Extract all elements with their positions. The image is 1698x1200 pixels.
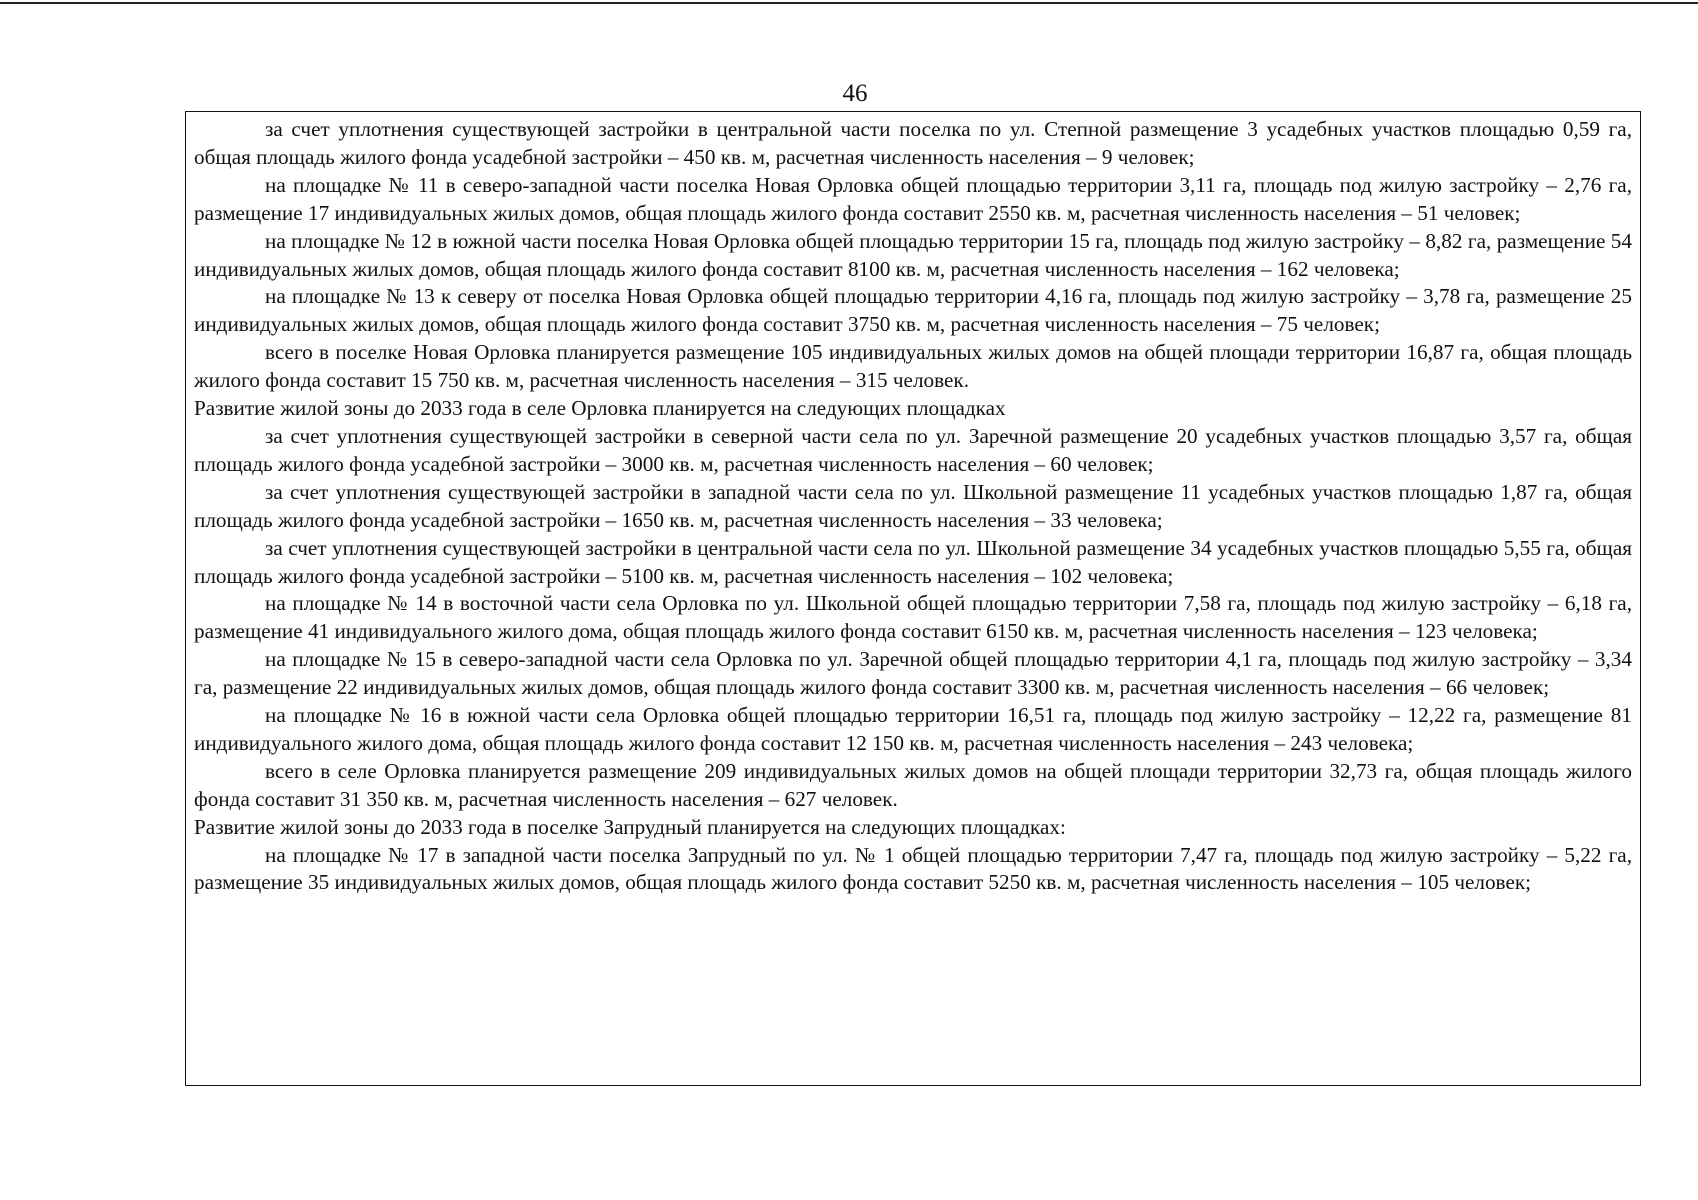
paragraph-11: на площадке № 15 в северо-западной части села Орловка по ул. Заречной общей площадью территории 4,1 га, площадь под жилую застройку – 3,34 га, размещение 22 индивидуальных жилых домов, общая площадь жилого фонда составит 3300 кв. м, расчетная численность населения – 66 человек; bbox=[194, 647, 1632, 700]
paragraph-10: на площадке № 14 в восточной части села Орловка по ул. Школьной общей площадью территории 7,58 га, площадь под жилую застройку – 6,18 га, размещение 41 индивидуального жилого дома, общая площадь жилого фонда составит 6150 кв. м, расчетная численность населения – 123 человека; bbox=[194, 591, 1632, 644]
paragraph-4: на площадке № 13 к северу от поселка Новая Орловка общей площадью территории 4,16 га, площадь под жилую застройку – 3,78 га, размещение 25 индивидуальных жилых домов, общая площадь жилого фонда составит 3750 кв. м, расчетная численность населения – 75 человек; bbox=[194, 284, 1632, 337]
section-heading-zaprudny: Развитие жилой зоны до 2033 года в поселке Запрудный планируется на следующих площадках: bbox=[194, 814, 1066, 839]
text-frame bbox=[185, 111, 1641, 1086]
page-number: 46 bbox=[842, 80, 868, 107]
top-rule bbox=[0, 2, 1698, 4]
paragraph-5: всего в поселке Новая Орловка планируется размещение 105 индивидуальных жилых домов на общей площади территории 16,87 га, общая площадь жилого фонда составит 15 750 кв. м, расчетная численность населения – 315 человек. bbox=[194, 340, 1632, 393]
paragraph-13: всего в селе Орловка планируется размещение 209 индивидуальных жилых домов на общей площади территории 32,73 га, общая площадь жилого фонда составит 31 350 кв. м, расчетная численность населения – 627 человек. bbox=[194, 758, 1632, 811]
paragraph-3: на площадке № 12 в южной части поселка Новая Орловка общей площадью территории 15 га, площадь под жилую застройку – 8,82 га, размещение 54 индивидуальных жилых домов, общая площадь жилого фонда составит 8100 кв. м, расчетная численность населения – 162 человека; bbox=[194, 228, 1632, 281]
paragraph-12: на площадке № 16 в южной части села Орловка общей площадью территории 16,51 га, площадь под жилую застройку – 12,22 га, размещение 81 индивидуального жилого дома, общая площадь жилого фонда составит 12 150 кв. м, расчетная численность населения – 243 человека; bbox=[194, 703, 1632, 755]
section-heading-orlovka: Развитие жилой зоны до 2033 года в селе Орловка планируется на следующих площадках bbox=[194, 396, 1006, 421]
paragraph-7: за счет уплотнения существующей застройки в северной части села по ул. Заречной размещение 20 усадебных участков площадью 3,57 га, общая площадь жилого фонда усадебной застройки – 3000 кв. м, расчетная численность населения – 60 человек; bbox=[194, 423, 1632, 476]
paragraph-8: за счет уплотнения существующей застройки в западной части села по ул. Школьной размещение 11 усадебных участков площадью 1,87 га, общая площадь жилого фонда усадебной застройки – 1650 кв. м, расчетная численность населения – 33 человека; bbox=[194, 479, 1632, 532]
paragraph-15: на площадке № 17 в западной части поселка Запрудный по ул. № 1 общей площадью территории 7,47 га, площадь под жилую застройку – 5,22 га, размещение 35 индивидуальных жилых домов, общая площадь жилого фонда составит 5250 кв. м, расчетная численность населения – 105 человек; bbox=[194, 842, 1632, 895]
paragraph-1: за счет уплотнения существующей застройки в центральной части поселка по ул. Степной размещение 3 усадебных участков площадью 0,59 га, общая площадь жилого фонда усадебной застройки – 450 кв. м, расчетная численность населения – 9 человек; bbox=[194, 117, 1632, 169]
paragraph-2: на площадке № 11 в северо-западной части поселка Новая Орловка общей площадью территории 3,11 га, площадь под жилую застройку – 2,76 га, размещение 17 индивидуальных жилых домов, общая площадь жилого фонда составит 2550 кв. м, расчетная численность населения – 51 человек; bbox=[194, 172, 1632, 225]
paragraph-9: за счет уплотнения существующей застройки в центральной части села по ул. Школьной размещение 34 усадебных участков площадью 5,55 га, общая площадь жилого фонда усадебной застройки – 5100 кв. м, расчетная численность населения – 102 человека; bbox=[194, 535, 1632, 588]
